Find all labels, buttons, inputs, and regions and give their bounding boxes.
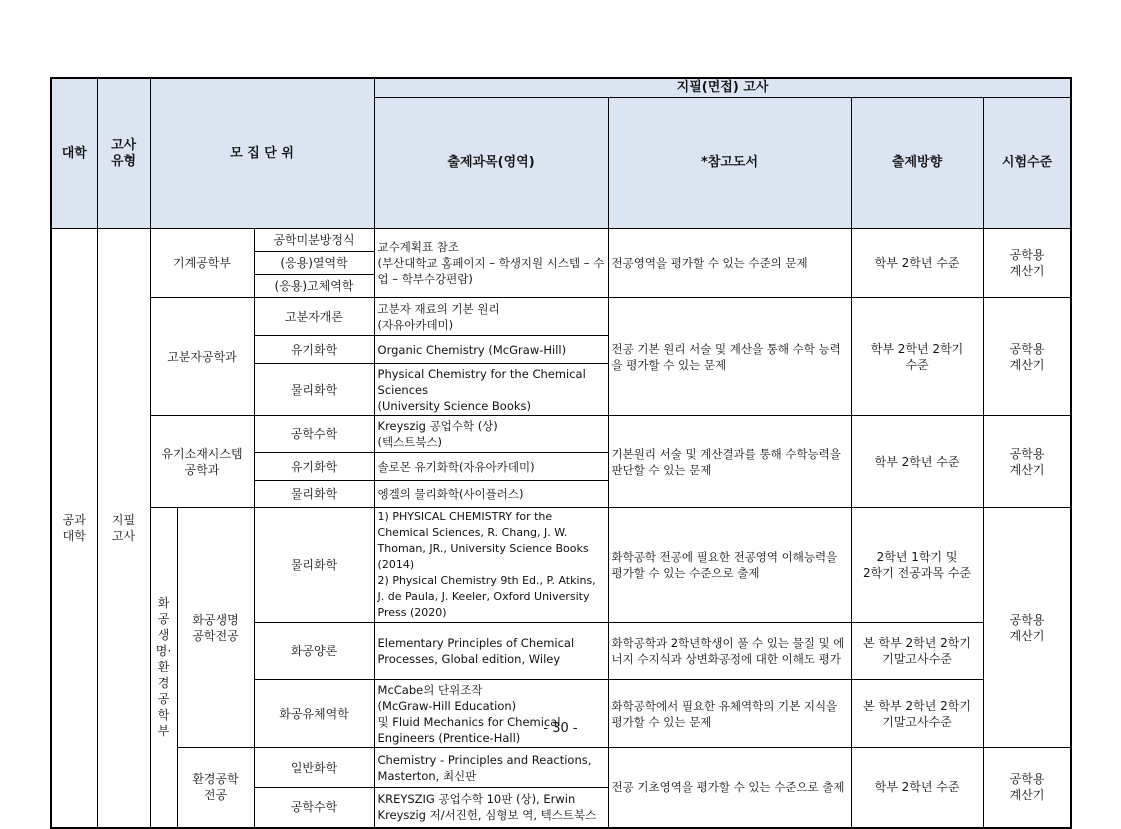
books-cell: McCabe의 단위조작 (McGraw-Hill Education) 및 Fluid Mechanics for Chemical Engineers (Prentice-Hall) — [374, 680, 608, 748]
level-cell: 본 학부 2학년 2학기 기말고사수준 — [851, 623, 983, 680]
unit-chembio: 화공생명 공학전공 — [177, 508, 254, 748]
level-cell: 본 학부 2학년 2학기 기말고사수준 — [851, 680, 983, 748]
header-subject: 출제과목(영역) — [374, 98, 608, 229]
unit-env: 환경공학 전공 — [177, 748, 254, 828]
subject-cell: 일반화학 — [254, 748, 374, 788]
subject-cell: (응용)열역학 — [254, 252, 374, 275]
header-group: 지필(면접) 고사 — [374, 78, 1071, 98]
subject-cell: 공학미분방정식 — [254, 229, 374, 252]
direction-cell: 화학공학에서 필요한 유체역학의 기본 지식을 평가할 수 있는 문제 — [608, 680, 851, 748]
header-direction: 출제방향 — [851, 98, 983, 229]
subject-cell: 화공유체역학 — [254, 680, 374, 748]
exam-cell: 지필 고사 — [97, 229, 150, 828]
subject-cell: 고분자개론 — [254, 298, 374, 336]
header-level: 시험수준 — [983, 98, 1071, 229]
level-cell: 학부 2학년 수준 — [851, 416, 983, 508]
unit-organic: 유기소재시스템 공학과 — [150, 416, 254, 508]
direction-cell: 화학공학 전공에 필요한 전공영역 이해능력을 평가할 수 있는 수준으로 출제 — [608, 508, 851, 623]
books-cell: Physical Chemistry for the Chemical Sciences (University Science Books) — [374, 364, 608, 416]
college-cell: 공과 대학 — [51, 229, 97, 828]
header-books: *참고도서 — [608, 98, 851, 229]
subject-cell: 유기화학 — [254, 336, 374, 364]
subject-cell: 공학수학 — [254, 788, 374, 828]
books-cell: 엥겔의 물리화학(사이플러스) — [374, 481, 608, 508]
page-number: - 30 - — [543, 721, 578, 736]
books-cell: KREYSZIG 공업수학 10판 (상), Erwin Kreyszig 저/서진헌, 심형보 역, 텍스트북스 — [374, 788, 608, 828]
books-cell: 교수계획표 참조 (부산대학교 홈페이지 – 학생지원 시스템 – 수업 – 학부수강편람) — [374, 229, 608, 298]
subject-cell: 유기화학 — [254, 453, 374, 481]
books-cell: Elementary Principles of Chemical Processes, Global edition, Wiley — [374, 623, 608, 680]
dept-group-vertical: 화 공 생 명· 환 경 공 학 부 — [150, 508, 177, 828]
header-univ: 대학 — [51, 78, 97, 229]
subject-cell: 화공양론 — [254, 623, 374, 680]
prep-cell: 공학용 계산기 — [983, 298, 1071, 416]
books-cell: 솔로몬 유기화학(자유아카데미) — [374, 453, 608, 481]
books-cell: Kreyszig 공업수학 (상) (텍스트북스) — [374, 416, 608, 453]
subject-cell: (응용)고체역학 — [254, 275, 374, 298]
direction-cell: 전공영역을 평가할 수 있는 수준의 문제 — [608, 229, 851, 298]
subject-cell: 공학수학 — [254, 416, 374, 453]
prep-cell: 공학용 계산기 — [983, 229, 1071, 298]
exam-table — [50, 77, 1072, 829]
subject-cell: 물리화학 — [254, 364, 374, 416]
direction-cell: 전공 기본 원리 서술 및 계산을 통해 수학 능력을 평가할 수 있는 문제 — [608, 298, 851, 416]
prep-cell: 공학용 계산기 — [983, 416, 1071, 508]
books-cell: 1) PHYSICAL CHEMISTRY for the Chemical Sciences, R. Chang, J. W. Thoman, JR., University Science Books (2014) 2) Physical Chemistry 9th Ed., P. Atkins, J. de Paula, J. Keeler, Oxford University Press (2020) — [374, 508, 608, 623]
prep-cell: 공학용 계산기 — [983, 508, 1071, 748]
subject-cell: 물리화학 — [254, 508, 374, 623]
level-cell: 2학년 1학기 및 2학기 전공과목 수준 — [851, 508, 983, 623]
header-exam-type: 고사 유형 — [97, 78, 150, 229]
books-cell: 고분자 재료의 기본 원리 (자유아카데미) — [374, 298, 608, 336]
level-cell: 학부 2학년 수준 — [851, 229, 983, 298]
direction-cell: 전공 기초영역을 평가할 수 있는 수준으로 출제 — [608, 748, 851, 828]
header-unit: 모 집 단 위 — [150, 78, 374, 229]
unit-polymer: 고분자공학과 — [150, 298, 254, 416]
books-cell: Chemistry - Principles and Reactions, Masterton, 최신판 — [374, 748, 608, 788]
books-cell: Organic Chemistry (McGraw-Hill) — [374, 336, 608, 364]
direction-cell: 기본원리 서술 및 계산결과를 통해 수학능력을 판단할 수 있는 문제 — [608, 416, 851, 508]
subject-cell: 물리화학 — [254, 481, 374, 508]
direction-cell: 화학공학과 2학년학생이 풀 수 있는 물질 및 에너지 수지식과 상변화공정에 대한 이해도 평가 — [608, 623, 851, 680]
level-cell: 학부 2학년 2학기 수준 — [851, 298, 983, 416]
prep-cell: 공학용 계산기 — [983, 748, 1071, 828]
level-cell: 학부 2학년 수준 — [851, 748, 983, 828]
unit-mech: 기계공학부 — [150, 229, 254, 298]
